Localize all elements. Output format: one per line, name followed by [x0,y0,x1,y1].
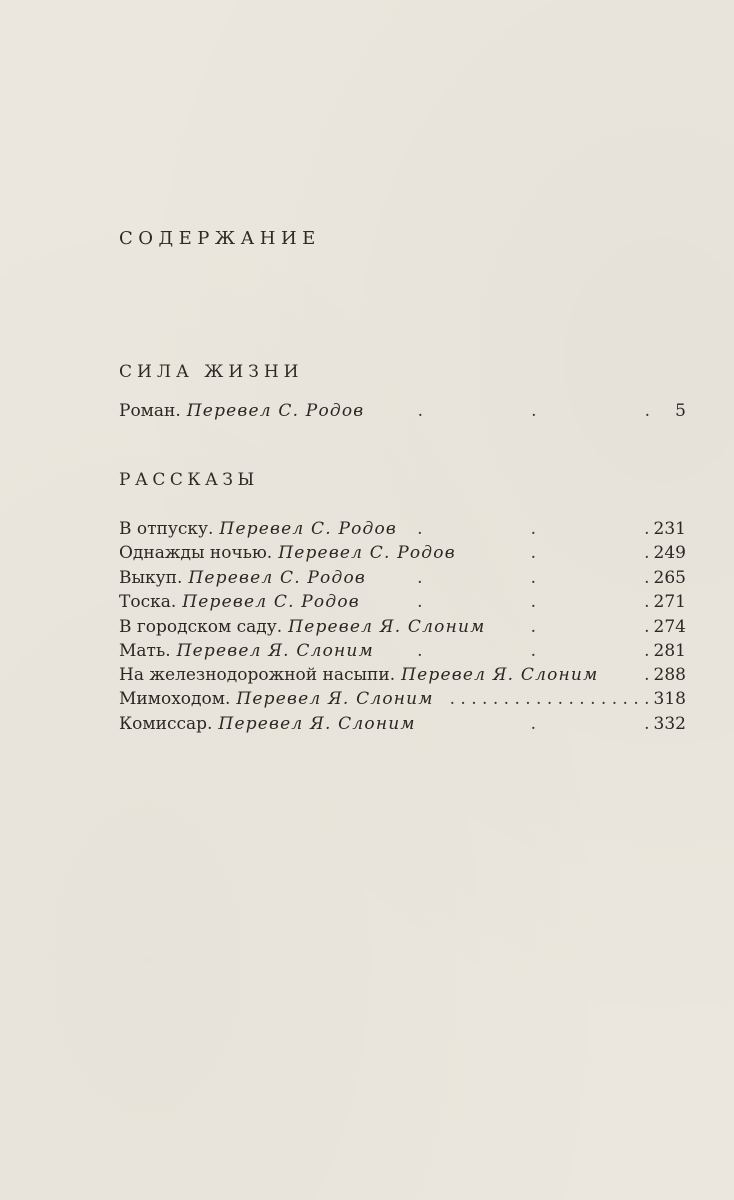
page-number: 231 [653,519,686,539]
dot-leader [495,616,649,638]
translator-credit: Перевел С. Родов [219,519,398,539]
dot-leader [608,664,649,686]
page-number: 265 [653,568,686,588]
toc-entry [119,518,686,540]
toc-entry [119,688,686,710]
section-title-stories: РАССКАЗЫ [119,470,259,490]
page-number: 288 [653,665,686,685]
translator-credit: Перевел С. Родов [188,568,366,588]
page-number: 249 [653,543,686,563]
translator-credit: Перевел Я. Слоним [288,617,486,637]
dot-leader [426,713,650,735]
translator-credit: Перевел С. Родов [186,401,365,421]
section-title-novel: СИЛА ЖИЗНИ [119,362,304,382]
toc-entry [119,640,686,662]
translator-credit: Перевел Я. Слоним [176,641,374,661]
dot-leader [384,640,650,662]
translator-credit: Перевел С. Родов [278,543,456,563]
work-title: В городском саду. [119,617,283,637]
toc-entry [119,664,686,686]
translator-credit: Перевел С. Родов [182,592,360,612]
page-number: 274 [653,617,686,637]
page-number: 318 [653,689,686,709]
work-title: Однажды ночью. [119,543,273,563]
page-title: СОДЕРЖАНИЕ [119,228,321,249]
page-number: 281 [653,641,686,661]
dot-leader [376,567,650,589]
toc-entry-novel [119,400,686,422]
work-title: В отпуску. [119,519,214,539]
translator-credit: Перевел Я. Слоним [218,714,416,734]
translator-credit: Перевел Я. Слоним [401,665,599,685]
toc-entry [119,616,686,638]
translator-credit: Перевел Я. Слоним [236,689,434,709]
work-title: Тоска. [119,592,177,612]
work-title: Мимоходом. [119,689,231,709]
toc-entry [119,713,686,735]
work-title: Выкуп. [119,568,183,588]
dot-leader [374,400,650,422]
dot-leader [466,542,650,564]
toc-entry [119,567,686,589]
work-title: Роман. [119,401,181,421]
work-title: Мать. [119,641,171,661]
work-title: Комиссар. [119,714,213,734]
page-number: 332 [653,714,686,734]
dot-leader [407,518,650,540]
dot-leader [370,591,650,613]
dot-leader [444,688,650,710]
page-number: 271 [653,592,686,612]
page-number: 5 [675,401,686,421]
toc-entry [119,542,686,564]
toc-entry [119,591,686,613]
work-title: На железнодорожной насыпи. [119,665,396,685]
